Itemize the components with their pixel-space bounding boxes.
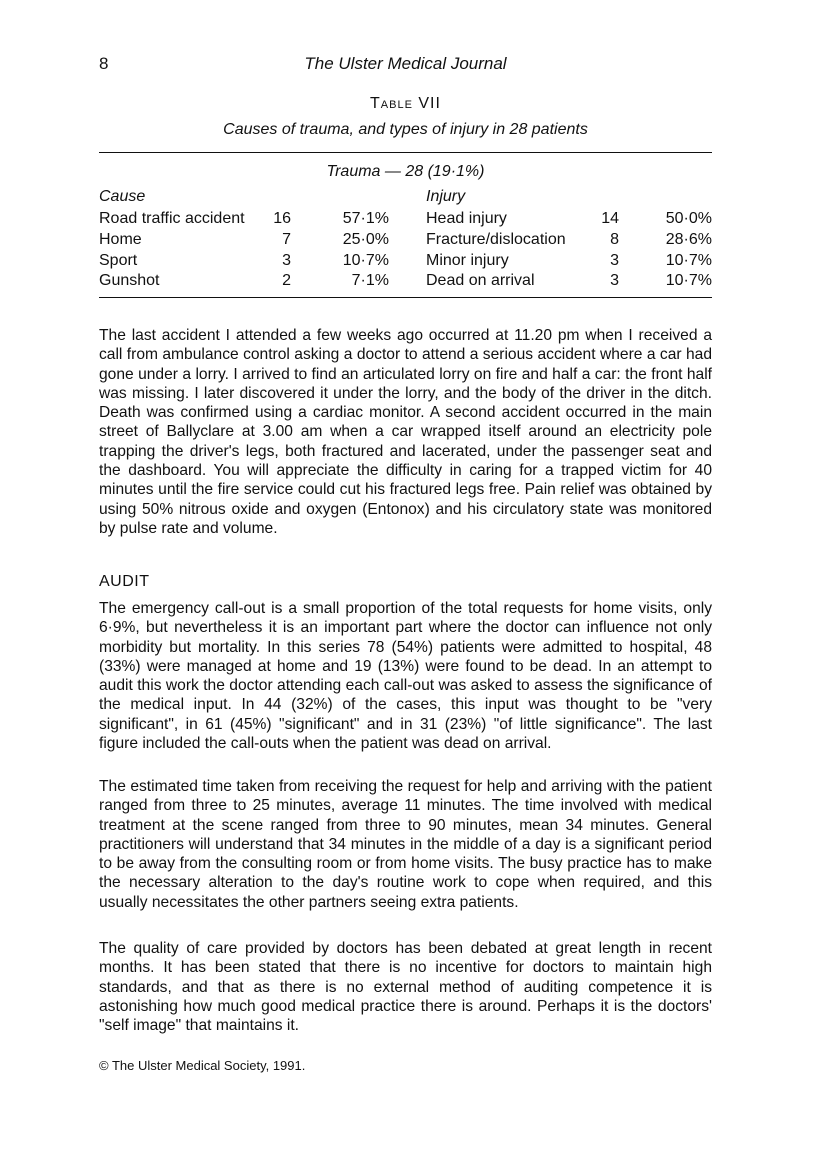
table-cell-cause-percent: 25·0% [342, 231, 389, 248]
table-cell-cause-percent: 10·7% [342, 252, 389, 269]
footer-copyright: © The Ulster Medical Society, 1991. [99, 1058, 306, 1073]
table-cell-cause: Road traffic accident [99, 210, 245, 227]
table-cell-cause-count: 2 [282, 272, 291, 289]
section-heading: AUDIT [99, 573, 150, 590]
table-cell-injury-count: 3 [610, 252, 619, 269]
table-cell-cause-count: 3 [282, 252, 291, 269]
cause-column-header: Cause [99, 188, 146, 205]
journal-title: The Ulster Medical Journal [304, 54, 507, 73]
table-top-rule [99, 152, 712, 153]
body-paragraph: The emergency call-out is a small proportion of the total requests for home visits, only 6·9%, but nevertheless it is an important part where the doctor can influence not only morbidity but mortality. In this series 78 (54%) patients were admitted to hospital, 48 (33%) were managed at home and 19 (13%) were found to be dead. In an attempt to audit this work the doctor attending each call-out was asked to assess the significance of the medical input. In 44 (32%) of the cases, this input was thought to be "very significant", in 61 (45%) "significant" and in 31 (23%) "of little significance". The last figure included the call-outs when the patient was dead on arrival. [99, 600, 712, 753]
table-group-label: Trauma — 28 (19·1%) [326, 163, 485, 180]
table-cell-cause-count: 16 [273, 210, 291, 227]
table-cell-injury-count: 14 [601, 210, 619, 227]
table-cell-injury-percent: 28·6% [665, 231, 712, 248]
table-cell-cause: Sport [99, 252, 138, 269]
body-paragraph: The estimated time taken from receiving the request for help and arriving with the patient ranged from three to 25 minutes, average 11 minutes. The time involved with medical treatment at the scene ranged from three to 90 minutes, mean 34 minutes. General practitioners will understand that 34 minutes in the middle of a day is a significant period to be away from the consulting room or from home visits. The busy practice has to make the necessary alteration to the day's routine work to cope when required, and this usually necessitates the other partners seeing extra patients. [99, 778, 712, 911]
table-bottom-rule [99, 297, 712, 298]
table-cell-injury-percent: 10·7% [665, 272, 712, 289]
table-cell-injury-count: 3 [610, 272, 619, 289]
body-paragraph: The last accident I attended a few weeks ago occurred at 11.20 pm when I received a call from ambulance control asking a doctor to attend a serious accident where a car had gone under a lorry. I arrived to find an articulated lorry on fire and half a car: the front half was missing. I later discovered it under the lorry, and the body of the driver in the ditch. Death was confirmed using a cardiac monitor. A second accident occurred in the main street of Ballyclare at 3.00 am when a car wrapped itself around an electricity pole trapping the driver's legs, both fractured and lacerated, under the passenger seat and the dashboard. You will appreciate the difficulty in caring for a trapped victim for 40 minutes until the fire service could cut his fractured legs free. Pain relief was obtained by using 50% nitrous oxide and oxygen (Entonox) and his circulatory state was monitored by pulse rate and volume. [99, 327, 712, 537]
table-title: Table VII [370, 95, 441, 112]
table-cell-cause-count: 7 [282, 231, 291, 248]
page-header [99, 54, 712, 78]
table-cell-injury-percent: 50·0% [665, 210, 712, 227]
table-cell-cause: Gunshot [99, 272, 160, 289]
page-number: 8 [99, 54, 109, 73]
table-cell-injury: Head injury [426, 210, 507, 227]
table-cell-cause-percent: 7·1% [351, 272, 389, 289]
table-cell-cause: Home [99, 231, 142, 248]
injury-column-header: Injury [426, 188, 466, 205]
table-cell-injury: Fracture/dislocation [426, 231, 566, 248]
table-cell-injury: Minor injury [426, 252, 509, 269]
table-cell-injury: Dead on arrival [426, 272, 535, 289]
table-cell-injury-percent: 10·7% [665, 252, 712, 269]
table-cell-cause-percent: 57·1% [342, 210, 389, 227]
table-cell-injury-count: 8 [610, 231, 619, 248]
body-paragraph: The quality of care provided by doctors has been debated at great length in recent months. It has been stated that there is no incentive for doctors to maintain high standards, and that as there is no external method of auditing competence it is astonishing how much good medical practice there is around. Perhaps it is the doctors' "self image" that maintains it. [99, 940, 712, 1035]
table-caption: Causes of trauma, and types of injury in 28 patients [223, 121, 588, 138]
